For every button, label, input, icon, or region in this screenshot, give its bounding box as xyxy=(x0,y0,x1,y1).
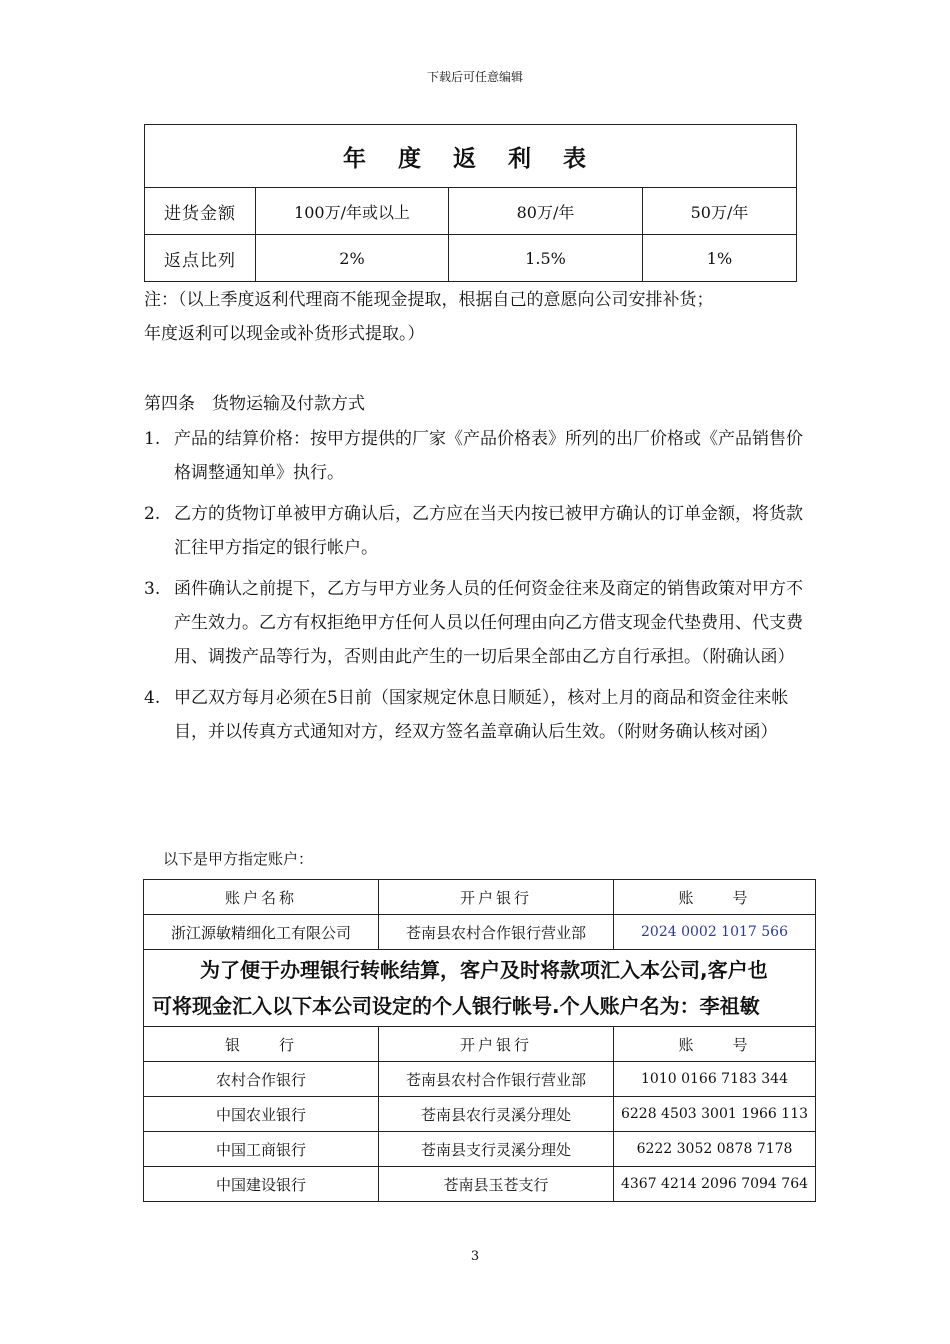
rebate-note xyxy=(144,283,804,351)
list-item xyxy=(144,681,816,749)
annual-rebate-table xyxy=(144,124,797,282)
list-item xyxy=(144,497,816,565)
personal-account-notice xyxy=(144,950,816,1027)
bank-cell: 农村合作银行 xyxy=(144,1062,379,1097)
table-row xyxy=(144,1097,816,1132)
purchase-amount-cell: 80万/年 xyxy=(449,188,643,235)
article-title: 第四条 货物运输及付款方式 xyxy=(144,394,365,414)
account-number-cell: 1010 0166 7183 344 xyxy=(614,1062,816,1097)
account-number-cell: 6222 3052 0878 7178 xyxy=(614,1132,816,1167)
list-item xyxy=(144,572,816,674)
item-text: 产品的结算价格：按甲方提供的厂家《产品价格表》所列的出厂价格或《产品销售价格调整通知单》执行。 xyxy=(174,429,803,483)
list-item xyxy=(144,422,816,490)
account-number-cell: 6228 4503 3001 1966 113 xyxy=(614,1097,816,1132)
purchase-amount-cell: 100万/年或以上 xyxy=(256,188,449,235)
column-header: 账 号 xyxy=(614,1027,816,1062)
item-text: 函件确认之前提下，乙方与甲方业务人员的任何资金往来及商定的销售政策对甲方不产生效力。乙方有权拒绝甲方任何人员以任何理由向乙方借支现金代垫费用、代支费用、调拨产品等行为，否则由此产生的一切后果全部由乙方自行承担。（附确认函） xyxy=(174,579,803,667)
column-header: 银 行 xyxy=(144,1027,379,1062)
account-table xyxy=(143,879,816,1202)
item-text: 甲乙双方每月必须在5日前（国家规定休息日顺延），核对上月的商品和资金往来帐目，并以传真方式通知对方，经双方签名盖章确认后生效。（附财务确认核对函） xyxy=(174,688,789,742)
account-number-cell: 4367 4214 2096 7094 764 xyxy=(614,1167,816,1202)
notice-line: 可将现金汇入以下本公司设定的个人银行帐号.个人账户名为：李祖敏 xyxy=(152,994,760,1018)
branch-cell: 苍南县农村合作银行营业部 xyxy=(379,1062,614,1097)
rebate-ratio-cell: 2% xyxy=(256,235,449,282)
purchase-amount-label: 进货金额 xyxy=(145,188,256,235)
rebate-ratio-cell: 1% xyxy=(643,235,797,282)
header-note: 下载后可任意编辑 xyxy=(426,70,523,84)
branch-cell: 苍南县农行灵溪分理处 xyxy=(379,1097,614,1132)
bank-cell: 中国工商银行 xyxy=(144,1132,379,1167)
table-row xyxy=(144,1062,816,1097)
rebate-table-title: 年 度 返 利 表 xyxy=(145,125,797,188)
company-name-cell: 浙江源敏精细化工有限公司 xyxy=(144,915,379,950)
note-line: 年度返利可以现金或补货形式提取。） xyxy=(144,324,425,344)
item-number: 3. xyxy=(144,579,161,599)
accounts-intro: 以下是甲方指定账户： xyxy=(163,850,314,868)
table-row xyxy=(144,1132,816,1167)
notice-line: 为了便于办理银行转帐结算，客户及时将款项汇入本公司,客户也 xyxy=(200,958,768,982)
rebate-ratio-cell: 1.5% xyxy=(449,235,643,282)
article-items xyxy=(144,422,816,756)
company-account-cell: 2024 0002 1017 566 xyxy=(614,915,816,950)
column-header: 账 号 xyxy=(614,880,816,915)
item-text: 乙方的货物订单被甲方确认后，乙方应在当天内按已被甲方确认的订单金额，将货款汇往甲方指定的银行帐户。 xyxy=(174,504,803,558)
purchase-amount-cell: 50万/年 xyxy=(643,188,797,235)
note-line: 注：（以上季度返利代理商不能现金提取，根据自己的意愿向公司安排补货； xyxy=(144,290,714,310)
item-number: 1. xyxy=(144,429,161,449)
company-bank-cell: 苍南县农村合作银行营业部 xyxy=(379,915,614,950)
page-number: 3 xyxy=(470,1249,480,1264)
table-row xyxy=(144,1167,816,1202)
branch-cell: 苍南县玉苍支行 xyxy=(379,1167,614,1202)
rebate-ratio-label: 返点比列 xyxy=(145,235,256,282)
branch-cell: 苍南县支行灵溪分理处 xyxy=(379,1132,614,1167)
bank-cell: 中国农业银行 xyxy=(144,1097,379,1132)
item-number: 4. xyxy=(144,688,161,708)
bank-cell: 中国建设银行 xyxy=(144,1167,379,1202)
column-header: 账户名称 xyxy=(144,880,379,915)
column-header: 开户银行 xyxy=(379,1027,614,1062)
column-header: 开户银行 xyxy=(379,880,614,915)
item-number: 2. xyxy=(144,504,161,524)
